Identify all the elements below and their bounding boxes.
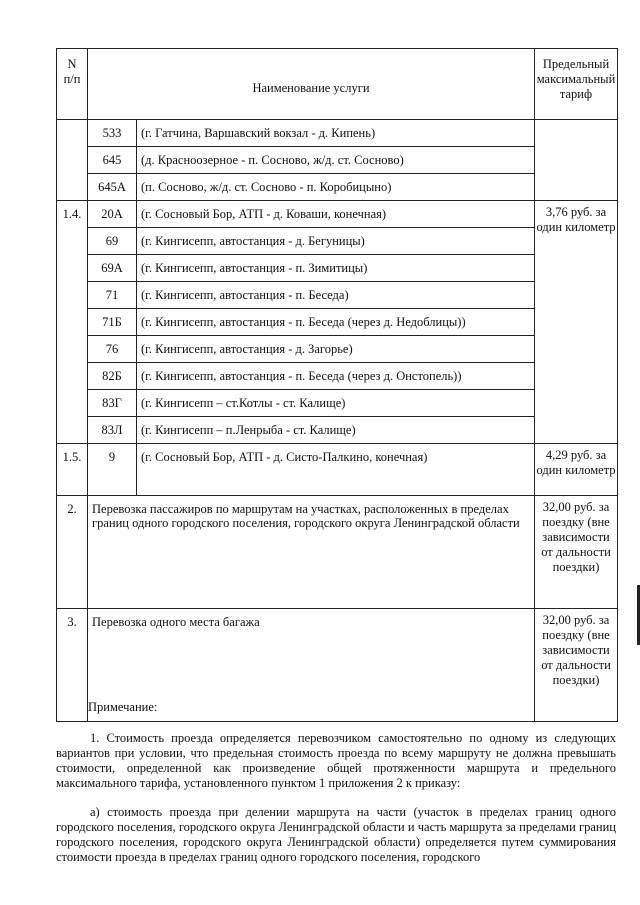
service-description: Перевозка одного места багажа — [88, 609, 535, 722]
header-service-name: Наименование услуги — [88, 49, 535, 120]
tariff-table — [56, 48, 618, 722]
notes-title: Примечание: — [88, 700, 158, 714]
route-description: (г. Кингисепп, автостанция - д. Бегуницы) — [137, 228, 535, 255]
note-paragraph-2: а) стоимость проезда при делении маршрута на части (участок в пределах границ одного городского поселения, городского округа Ленинградской области и часть маршрута за пределами границ городского поселения, городского округа Ленинградской области) определяется путем суммирования стоимости проезда в пределах границ одного городского поселения, городского — [56, 805, 616, 864]
route-number: 533 — [88, 120, 137, 147]
route-number: 82Б — [88, 363, 137, 390]
tariff-cell — [535, 496, 618, 609]
row-number-text: 3. — [67, 615, 77, 629]
route-description: (г. Кингисепп, автостанция - д. Загорье) — [137, 336, 535, 363]
tariff-text: 32,00 руб. за поездку (вне зависимости от дальности поездки) — [541, 500, 611, 574]
route-number: 645А — [88, 174, 137, 201]
route-number: 76 — [88, 336, 137, 363]
route-number: 71Б — [88, 309, 137, 336]
table-row — [57, 417, 618, 444]
route-number — [88, 444, 137, 496]
tariff-text: 3,76 руб. за один километр — [536, 205, 616, 234]
route-description: (г. Сосновый Бор, АТП - д. Систо-Палкино, конечная) — [137, 444, 535, 496]
table-row — [57, 120, 618, 147]
route-number: 71 — [88, 282, 137, 309]
table-row — [57, 255, 618, 282]
route-number: 69 — [88, 228, 137, 255]
route-description: (г. Кингисепп – ст.Котлы - ст. Калище) — [137, 390, 535, 417]
notes-section — [56, 700, 616, 865]
row-number — [57, 201, 88, 444]
route-description: (п. Сосново, ж/д. ст. Сосново - п. Коробицыно) — [137, 174, 535, 201]
table-header-row — [57, 49, 618, 120]
route-number: 83Г — [88, 390, 137, 417]
table-row — [57, 201, 618, 228]
tariff-text: 32,00 руб. за поездку (вне зависимости от дальности поездки) — [541, 613, 611, 687]
header-number — [57, 49, 88, 120]
route-number-text: 9 — [108, 450, 116, 464]
route-description: (г. Кингисепп, автостанция - п. Беседа) — [137, 282, 535, 309]
route-description: (г. Сосновый Бор, АТП - д. Коваши, конечная) — [137, 201, 535, 228]
route-description: (г. Гатчина, Варшавский вокзал - д. Кипень) — [137, 120, 535, 147]
route-description: (г. Кингисепп, автостанция - п. Беседа (через д. Онстопель)) — [137, 363, 535, 390]
route-description: (г. Кингисепп, автостанция - п. Зимитицы) — [137, 255, 535, 282]
table-row — [57, 282, 618, 309]
tariff-text: 4,29 руб. за один километр — [536, 448, 616, 477]
row-number — [57, 496, 88, 609]
table-row — [57, 363, 618, 390]
table-row — [57, 147, 618, 174]
tariff-cell — [535, 201, 618, 444]
row-number-text: 2. — [67, 502, 77, 516]
table-row — [57, 496, 618, 609]
table-row — [57, 336, 618, 363]
row-number — [57, 444, 88, 496]
route-description: (г. Кингисепп, автостанция - п. Беседа (через д. Недоблицы)) — [137, 309, 535, 336]
route-number: 20А — [88, 201, 137, 228]
route-number: 83Л — [88, 417, 137, 444]
table-row — [57, 444, 618, 496]
tariff-empty — [535, 120, 618, 201]
tariff-cell — [535, 444, 618, 496]
route-description: (г. Кингисепп – п.Ленрыба - ст. Калище) — [137, 417, 535, 444]
table-row — [57, 390, 618, 417]
table-row — [57, 174, 618, 201]
header-max-tariff: Предельный максимальный тариф — [535, 49, 618, 120]
row-number-text: 1.4. — [62, 207, 82, 221]
row-number-text: 1.5. — [62, 450, 82, 464]
note-paragraph-1: 1. Стоимость проезда определяется перевозчиком самостоятельно по одному из следующих вариантов при условии, что предельная стоимость проезда по всему маршруту не должна превышать стоимости, определенной как произведение общей протяженности маршрута и предельного максимального тарифа, установленного пунктом 1 приложения 2 к приказу: — [56, 731, 616, 790]
route-description: (д. Красноозерное - п. Сосново, ж/д. ст. Сосново) — [137, 147, 535, 174]
route-number: 645 — [88, 147, 137, 174]
row-number-empty — [57, 120, 88, 201]
table-row — [57, 228, 618, 255]
table-row — [57, 309, 618, 336]
header-number-text: N п/п — [63, 57, 81, 86]
service-description: Перевозка пассажиров по маршрутам на участках, расположенных в пределах границ одного городского поселения, городского округа Ленинградской области — [88, 496, 535, 609]
route-number: 69А — [88, 255, 137, 282]
